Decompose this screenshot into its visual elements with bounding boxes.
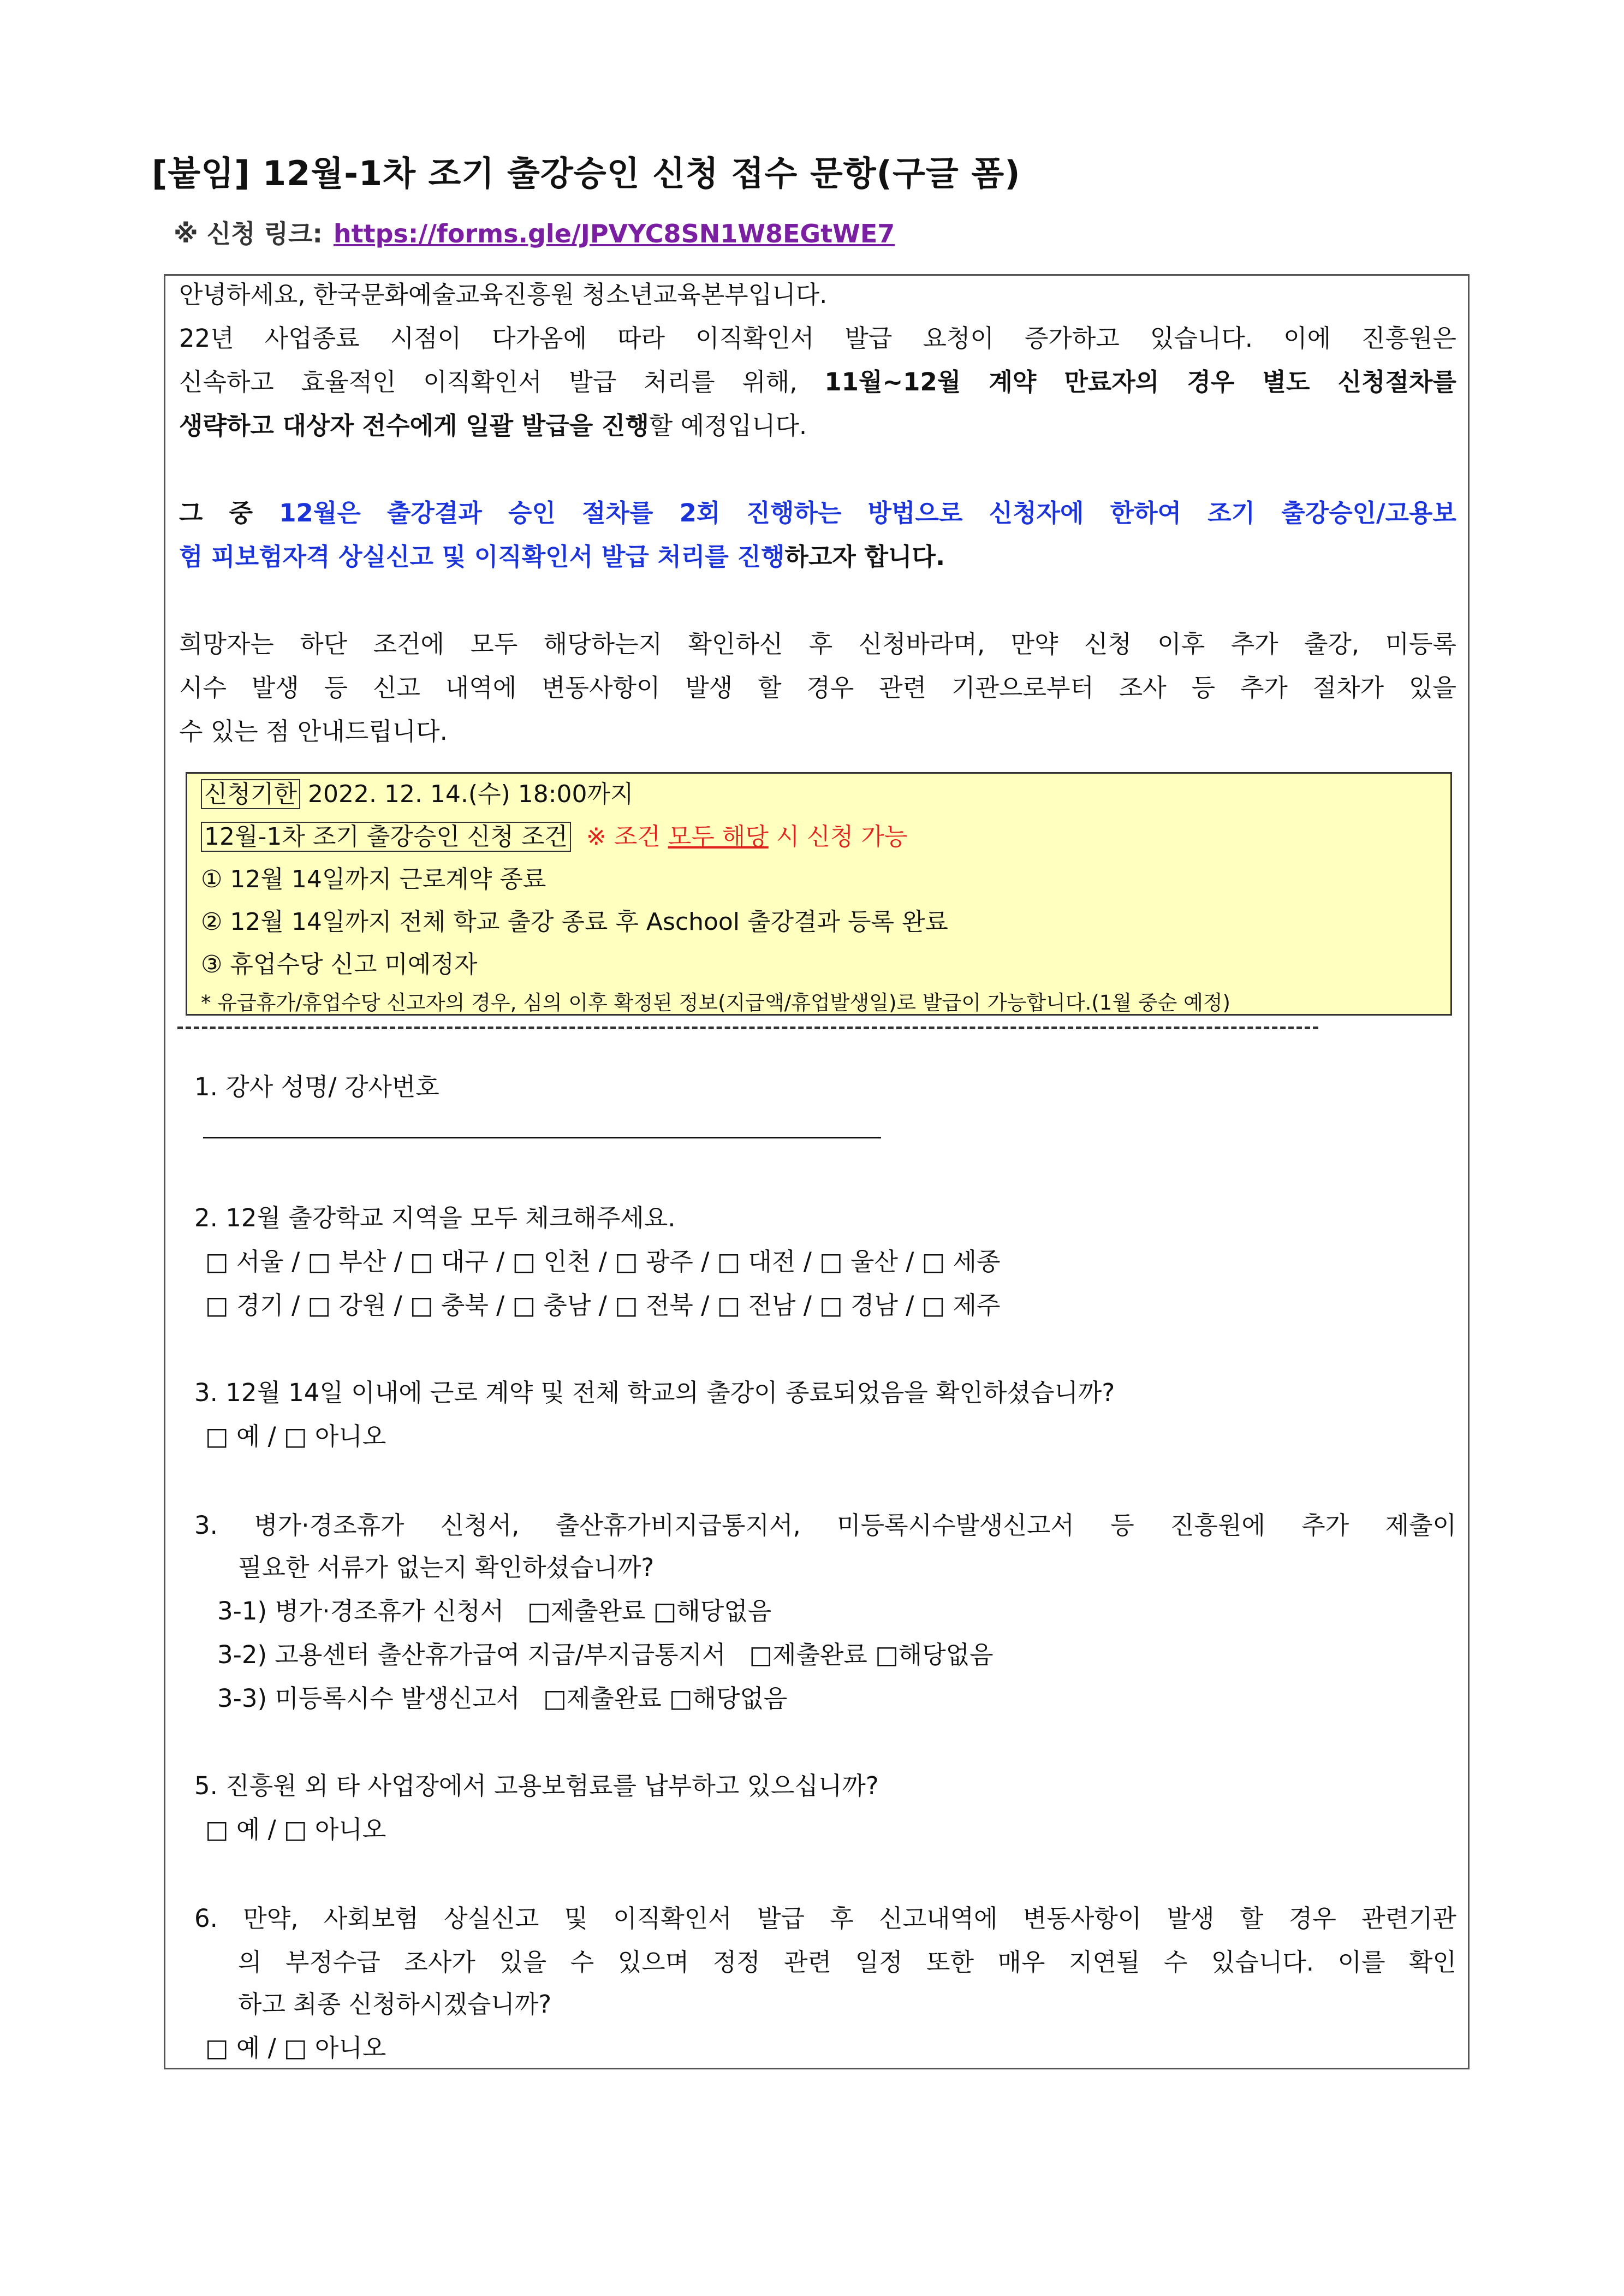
- intro-paragraph-line: 생략하고 대상자 전수에게 일괄 발급을 진행할 예정입니다.: [179, 411, 807, 440]
- highlight-paragraph-line: 험 피보험자격 상실신고 및 이직확인서 발급 처리를 진행하고자 합니다.: [179, 542, 945, 571]
- application-link-line: [174, 214, 895, 250]
- yes-no-checkbox[interactable]: □ 예 / □ 아니오: [205, 1422, 386, 1451]
- condition-footnote: * 유급휴가/휴업수당 신고자의 경우, 심의 이후 확정된 정보(지급액/휴업발생일)로 발급이 가능합니다.(1월 중순 예정): [201, 991, 1230, 1014]
- deadline-row: [201, 774, 634, 809]
- condition-item: ② 12월 14일까지 전체 학교 출강 종료 후 Aschool 출강결과 등록 완료: [201, 908, 949, 936]
- question-2: 2. 12월 출강학교 지역을 모두 체크해주세요.: [194, 1203, 676, 1232]
- notice-paragraph-line: 희망자는 하단 조건에 모두 해당하는지 확인하신 후 신청바라며, 만약 신청 이후 추가 출강, 미등록: [179, 630, 1456, 658]
- condition-label: 12월-1차 조기 출강승인 신청 조건: [201, 822, 571, 852]
- question-5: 5. 진흥원 외 타 사업장에서 고용보험료를 납부하고 있으십니까?: [194, 1771, 879, 1800]
- question-6-line: 의 부정수급 조사가 있을 수 있으며 정정 관련 일정 또한 매우 지연될 수 있습니다. 이를 확인: [238, 1948, 1456, 1977]
- question-6-line: 6. 만약, 사회보험 상실신고 및 이직확인서 발급 후 신고내역에 변동사항이 발생 할 경우 관련기관: [194, 1904, 1456, 1933]
- region-checkbox-row[interactable]: □ 서울 / □ 부산 / □ 대구 / □ 인천 / □ 광주 / □ 대전 / □ 울산 / □ 세종: [205, 1247, 1001, 1276]
- condition-item: ③ 휴업수당 신고 미예정자: [201, 951, 478, 978]
- yes-no-checkbox[interactable]: □ 예 / □ 아니오: [205, 1815, 386, 1844]
- notice-paragraph-line: 시수 발생 등 신고 내역에 변동사항이 발생 할 경우 관련 기관으로부터 조사 등 추가 절차가 있을: [179, 673, 1456, 702]
- application-link[interactable]: https://forms.gle/JPVYC8SN1W8EGtWE7: [333, 219, 895, 248]
- notice-paragraph-line: 수 있는 점 안내드립니다.: [179, 717, 448, 746]
- condition-header-row: 12월-1차 조기 출강승인 신청 조건 ※ 조건 모두 해당 시 신청 가능: [201, 817, 907, 852]
- page-title: [붙임] 12월-1차 조기 출강승인 신청 접수 문항(구글 폼): [152, 153, 1021, 193]
- sub-question-3-2[interactable]: 3-2) 고용센터 출산휴가급여 지급/부지급통지서 □제출완료 □해당없음: [217, 1640, 994, 1669]
- question-6-line: 하고 최종 신청하시겠습니까?: [238, 1990, 552, 2019]
- question-4-line: 3. 병가·경조휴가 신청서, 출산휴가비지급통지서, 미등록시수발생신고서 등 진흥원에 추가 제출이: [194, 1511, 1456, 1540]
- intro-paragraph-line: 22년 사업종료 시점이 다가옴에 따라 이직확인서 발급 요청이 증가하고 있습니다. 이에 진흥원은: [179, 324, 1456, 353]
- divider: [177, 1027, 1318, 1029]
- intro-paragraph-line: 신속하고 효율적인 이직확인서 발급 처리를 위해, 11월~12월 계약 만료자의 경우 별도 신청절차를: [179, 367, 1456, 396]
- deadline-value: 2022. 12. 14.(수) 18:00까지: [308, 780, 634, 808]
- name-number-input-line[interactable]: [203, 1137, 881, 1138]
- deadline-label: 신청기한: [201, 779, 300, 809]
- intro-greeting: 안녕하세요, 한국문화예술교육진흥원 청소년교육본부입니다.: [179, 280, 828, 309]
- condition-item: ① 12월 14일까지 근로계약 종료: [201, 865, 546, 893]
- region-checkbox-row[interactable]: □ 경기 / □ 강원 / □ 충북 / □ 충남 / □ 전북 / □ 전남 / □ 경남 / □ 제주: [205, 1291, 1001, 1320]
- sub-question-3-1[interactable]: 3-1) 병가·경조휴가 신청서 □제출완료 □해당없음: [217, 1597, 772, 1625]
- sub-question-3-3[interactable]: 3-3) 미등록시수 발생신고서 □제출완료 □해당없음: [217, 1684, 788, 1713]
- question-4-line: 필요한 서류가 없는지 확인하셨습니까?: [238, 1553, 655, 1582]
- link-label: ※ 신청 링크:: [174, 219, 323, 248]
- question-3: 3. 12월 14일 이내에 근로 계약 및 전체 학교의 출강이 종료되었음을 확인하셨습니까?: [194, 1378, 1115, 1407]
- highlight-paragraph-line: 그 중 12월은 출강결과 승인 절차를 2회 진행하는 방법으로 신청자에 한하여 조기 출강승인/고용보: [179, 499, 1456, 527]
- yes-no-checkbox[interactable]: □ 예 / □ 아니오: [205, 2033, 386, 2062]
- question-1: 1. 강사 성명/ 강사번호: [194, 1072, 439, 1101]
